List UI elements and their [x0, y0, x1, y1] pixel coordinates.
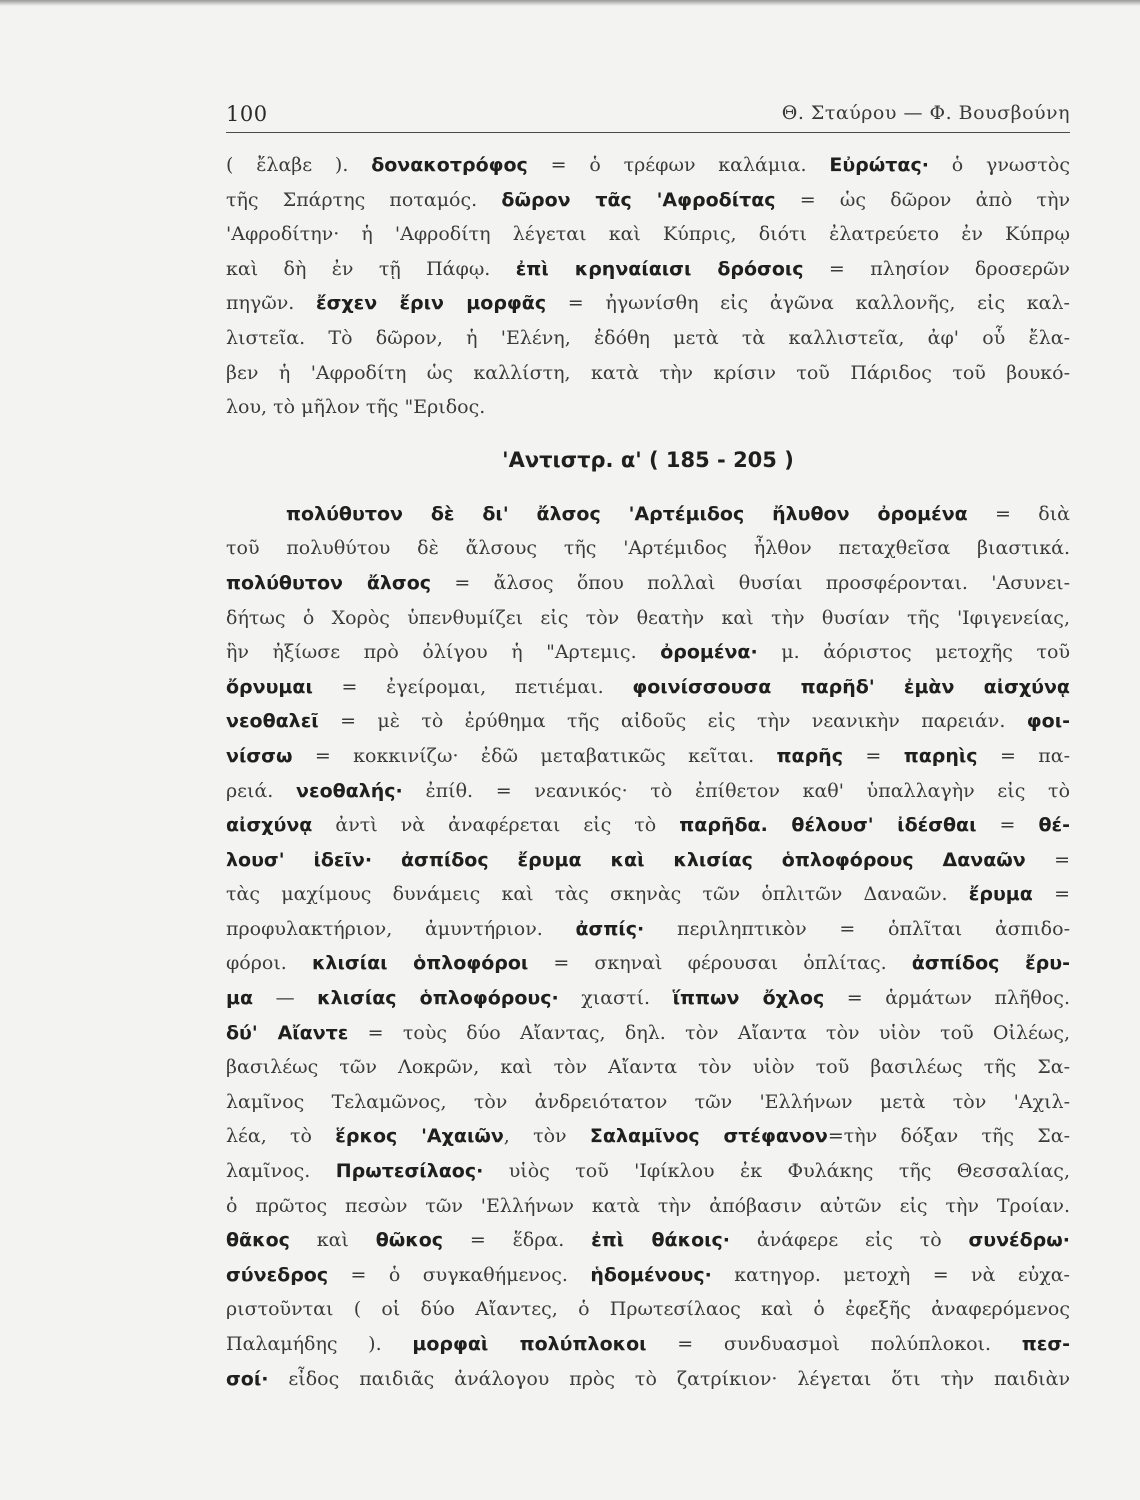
text-line [226, 1154, 1070, 1189]
text-line [226, 356, 1070, 391]
text-line [226, 1050, 1070, 1085]
gloss-text: κατηγορ. μετοχὴ = νὰ εὐχα- [711, 1263, 1070, 1286]
gloss-text: = σκηναὶ φέρουσαι ὁπλίτας. [528, 952, 912, 975]
lemma-term: ἐπὶ θάκοις· [591, 1229, 731, 1252]
text-line [226, 1223, 1070, 1258]
section-title: 'Αντιστρ. α' ( 185 - 205 ) [502, 447, 794, 472]
gloss-text: καὶ δὴ ἐν τῇ Πάφῳ. [226, 257, 516, 280]
gloss-text: = μὲ τὸ ἐρύθημα τῆς αἰδοῦς εἰς τὴν νεανικὴν παρειάν. [318, 710, 1027, 733]
text-line [226, 1327, 1070, 1362]
text-line [226, 946, 1070, 981]
gloss-text: = ἕδρα. [443, 1229, 592, 1252]
lemma-term: μορφαὶ πολύπλοκοι [412, 1333, 647, 1355]
lemma-term: θᾶκος [226, 1229, 290, 1252]
lemma-term: Πρωτεσίλαος· [335, 1160, 484, 1183]
text-line [226, 183, 1070, 218]
lemma-term: ἡδομένους· [590, 1263, 712, 1286]
lemma-term: παρῆς [776, 744, 843, 767]
text-line [226, 286, 1070, 321]
text-line [226, 566, 1070, 601]
gloss-text: = [1025, 848, 1070, 871]
text-line [226, 843, 1070, 878]
lemma-term: κλισίας ὁπλοφόρους· [317, 987, 559, 1010]
text-line [226, 1085, 1070, 1120]
page-body [226, 148, 1070, 1396]
text-line [226, 1258, 1070, 1293]
gloss-text: περιληπτικὸν = ὁπλῖται ἀσπιδο- [644, 917, 1070, 940]
gloss-text: καὶ [289, 1229, 376, 1252]
gloss-text: ὁ γνωστὸς [928, 154, 1070, 176]
gloss-text: = ἁρμάτων πλῆθος. [824, 987, 1070, 1010]
lemma-term: νεοθαλεῖ [226, 710, 319, 733]
gloss-text: = ἄλσος ὅπου πολλαὶ θυσίαι προσφέρονται. 'Ασυνει- [431, 571, 1070, 594]
gloss-text: = [976, 814, 1039, 837]
gloss-text: δήτως ὁ Χορὸς ὑπενθυμίζει εἰς τὸν θεατὴν καὶ τὴν θυσίαν τῆς 'Ιφιγενείας, [226, 606, 1070, 629]
lemma-term: πολύθυτον δὲ δι' ἄλσος 'Αρτέμιδος ἤλυθον ὀρομένα [286, 502, 968, 525]
gloss-text: υἱὸς τοῦ 'Ιφίκλου ἐκ Φυλάκης τῆς Θεσσαλίας, [483, 1160, 1070, 1183]
text-line [226, 912, 1070, 947]
gloss-text: ἐπίθ. = νεανικός· τὸ ἐπίθετον καθ' ὑπαλλαγὴν εἰς τὸ [402, 779, 1070, 802]
gloss-text: ( ἔλαβε ). [226, 154, 372, 176]
text-line [226, 739, 1070, 774]
lemma-term: φοινίσσουσα παρῆδ' ἐμὰν αἰσχύνᾳ [632, 675, 1070, 698]
lemma-term: φοι- [1026, 710, 1070, 733]
lemma-term: ἔσχεν ἔριν μορφᾶς [316, 292, 547, 315]
lemma-term: σύνεδρος [226, 1263, 329, 1286]
gloss-text: ἀνάφερε εἰς τὸ [730, 1229, 969, 1252]
gloss-text: = τοὺς δύο Αἴαντας, δηλ. τὸν Αἴαντα τὸν υἱὸν τοῦ Οἰλέως, [348, 1021, 1070, 1044]
gloss-text: λου, τὸ μῆλον τῆς "Εριδος. [226, 396, 486, 419]
text-line [226, 1016, 1070, 1051]
text-line [226, 981, 1070, 1016]
text-line [226, 1189, 1070, 1224]
text-line [226, 252, 1070, 287]
gloss-text: = πλησίον δροσερῶν [803, 257, 1070, 280]
lemma-term: νεοθαλής· [296, 779, 403, 802]
lemma-term: ἀσπίδος ἔρυ- [911, 952, 1070, 975]
gloss-text: = [842, 744, 904, 767]
text-line [226, 390, 1070, 425]
gloss-text: = διὰ [967, 502, 1070, 525]
lemma-term: ὄρνυμαι [226, 675, 313, 698]
gloss-text: ὁ πρῶτος πεσὼν τῶν 'Ελλήνων κατὰ τὴν ἀπόβασιν αὐτῶν εἰς τὴν Τροίαν. [226, 1194, 1070, 1217]
text-line [226, 1362, 1070, 1397]
gloss-text: λέα, τὸ [226, 1125, 336, 1148]
gloss-text: = ἐγείρομαι, πετιέμαι. [312, 675, 633, 698]
gloss-text: βεν ἡ 'Αφροδίτη ὡς καλλίστη, κατὰ τὴν κρίσιν τοῦ Πάριδος τοῦ βουκό- [226, 361, 1070, 384]
lemma-term: ἔρυμα [968, 883, 1033, 906]
gloss-text: = ὁ τρέφων καλάμια. [527, 154, 830, 176]
gloss-text: = ἠγωνίσθη εἰς ἀγῶνα καλλονῆς, εἰς καλ- [546, 292, 1070, 315]
gloss-text: φόροι. [226, 952, 312, 975]
gloss-text: — [253, 987, 318, 1010]
lemma-term: παρηὶς [903, 744, 978, 767]
lemma-term: ἐπὶ κρηναίαισι δρόσοις [515, 257, 804, 280]
lemma-term: ἀσπίς· [575, 917, 645, 940]
gloss-text: ρειά. [226, 779, 297, 802]
lemma-term: μα [226, 987, 254, 1010]
lemma-term: πολύθυτον ἄλσος [226, 571, 432, 594]
gloss-text: = ὡς δῶρον ἀπὸ τὴν [775, 188, 1070, 211]
text-line [226, 704, 1070, 739]
text-line [226, 774, 1070, 809]
lemma-term: κλισίαι ὁπλοφόροι [311, 952, 529, 975]
lemma-term: νίσσω [226, 744, 293, 767]
gloss-text: λιστεῖα. Τὸ δῶρον, ἡ 'Ελένη, ἐδόθη μετὰ τὰ καλλιστεῖα, ἀφ' οὗ ἔλα- [226, 326, 1070, 349]
gloss-text: μ. ἀόριστος μετοχῆς τοῦ [757, 641, 1070, 664]
gloss-text: ἀντὶ νὰ ἀναφέρεται εἰς τὸ [312, 814, 680, 837]
commentary-block-2 [226, 497, 1070, 1396]
lemma-term: παρῆδα. θέλουσ' ἰδέσθαι [679, 814, 977, 837]
lemma-term: λουσ' ἰδεῖν· ἀσπίδος ἔρυμα καὶ κλισίας ὁπλοφόρους Δαναῶν [226, 848, 1026, 871]
lemma-term: θέ- [1038, 814, 1070, 837]
lemma-term: ἵππων ὄχλος [672, 987, 825, 1010]
lemma-term: ὀρομένα· [660, 641, 758, 664]
gloss-text: τῆς Σπάρτης ποταμός. [226, 188, 502, 211]
text-line [226, 497, 1070, 532]
gloss-text: λαμῖνος Τελαμῶνος, τὸν ἀνδρειότατον τῶν 'Ελλήνων μετὰ τὸν 'Αχιλ- [226, 1090, 1070, 1113]
text-line [226, 601, 1070, 636]
text-line [226, 877, 1070, 912]
gloss-text: = κοκκινίζω· ἐδῶ μεταβατικῶς κεῖται. [292, 744, 777, 767]
gloss-text: = πα- [977, 744, 1070, 767]
gloss-text: λαμῖνος. [226, 1160, 336, 1183]
lemma-term: αἰσχύνᾳ [226, 814, 313, 837]
gloss-text: πηγῶν. [226, 292, 317, 315]
text-line [226, 1119, 1070, 1154]
lemma-term: δῶρον τᾶς 'Αφροδίτας [501, 188, 776, 211]
gloss-text: = ὁ συγκαθήμενος. [328, 1263, 591, 1286]
gloss-text: =τὴν δόξαν τῆς Σα- [827, 1125, 1070, 1148]
lemma-term: συνέδρω· [968, 1229, 1070, 1252]
gloss-text: προφυλακτήριον, ἀμυντήριον. [226, 917, 576, 940]
gloss-text: = συνδυασμοὶ πολύπλοκοι. [646, 1333, 1022, 1355]
gloss-text: τοῦ πολυθύτου δὲ ἄλσους τῆς 'Αρτέμιδος ἦλθον πεταχθεῖσα βιαστικά. [226, 537, 1070, 560]
page-number: 100 [226, 102, 268, 126]
text-line [226, 321, 1070, 356]
gloss-text: 'Αφροδίτην· ἡ 'Αφροδίτη λέγεται καὶ Κύπρις, διότι ἐλατρεύετο ἐν Κύπρῳ [226, 223, 1070, 246]
lemma-term: θῶκος [375, 1229, 444, 1252]
text-line [226, 1292, 1070, 1327]
text-line [226, 148, 1070, 183]
text-line [226, 670, 1070, 705]
text-line [226, 808, 1070, 843]
lemma-term: ἕρκος 'Αχαιῶν [335, 1125, 504, 1148]
text-line [226, 635, 1070, 670]
page-header [226, 96, 1070, 133]
gloss-text: τὰς μαχίμους δυνάμεις καὶ τὰς σκηνὰς τῶν ὁπλιτῶν Δαναῶν. [226, 883, 969, 906]
text-line [226, 531, 1070, 566]
lemma-term: σοί· [226, 1367, 269, 1390]
text-line [226, 217, 1070, 252]
gloss-text: χιαστί. [558, 987, 673, 1010]
gloss-text: βασιλέως τῶν Λοκρῶν, καὶ τὸν Αἴαντα τὸν υἱὸν τοῦ βασιλέως τῆς Σα- [226, 1056, 1070, 1079]
gloss-text: ἣν ἠξίωσε πρὸ ὀλίγου ἡ "Αρτεμις. [226, 641, 661, 664]
lemma-term: Σαλαμῖνος στέφανον [589, 1125, 828, 1148]
gloss-text: Παλαμήδης ). [226, 1333, 413, 1355]
lemma-term: δύ' Αἴαντε [226, 1021, 349, 1044]
page-top-edge [0, 0, 1140, 6]
lemma-term: δονακοτρόφος [371, 154, 528, 176]
gloss-text: ριστοῦνται ( οἱ δύο Αἴαντες, ὁ Πρωτεσίλαος καὶ ὁ ἐφεξῆς ἀναφερόμενος [226, 1298, 1070, 1321]
gloss-text: = [1032, 883, 1070, 906]
gloss-text: εἶδος παιδιᾶς ἀνάλογου πρὸς τὸ ζατρίκιον· λέγεται ὅτι τὴν παιδιὰν [268, 1367, 1070, 1390]
lemma-term: Εὐρώτας· [829, 154, 929, 176]
gloss-text: , τὸν [503, 1125, 590, 1148]
lemma-term: πεσ- [1021, 1333, 1070, 1355]
running-title: Θ. Σταύρου — Φ. Βουσβούνη [781, 102, 1070, 124]
commentary-block-1 [226, 148, 1070, 425]
